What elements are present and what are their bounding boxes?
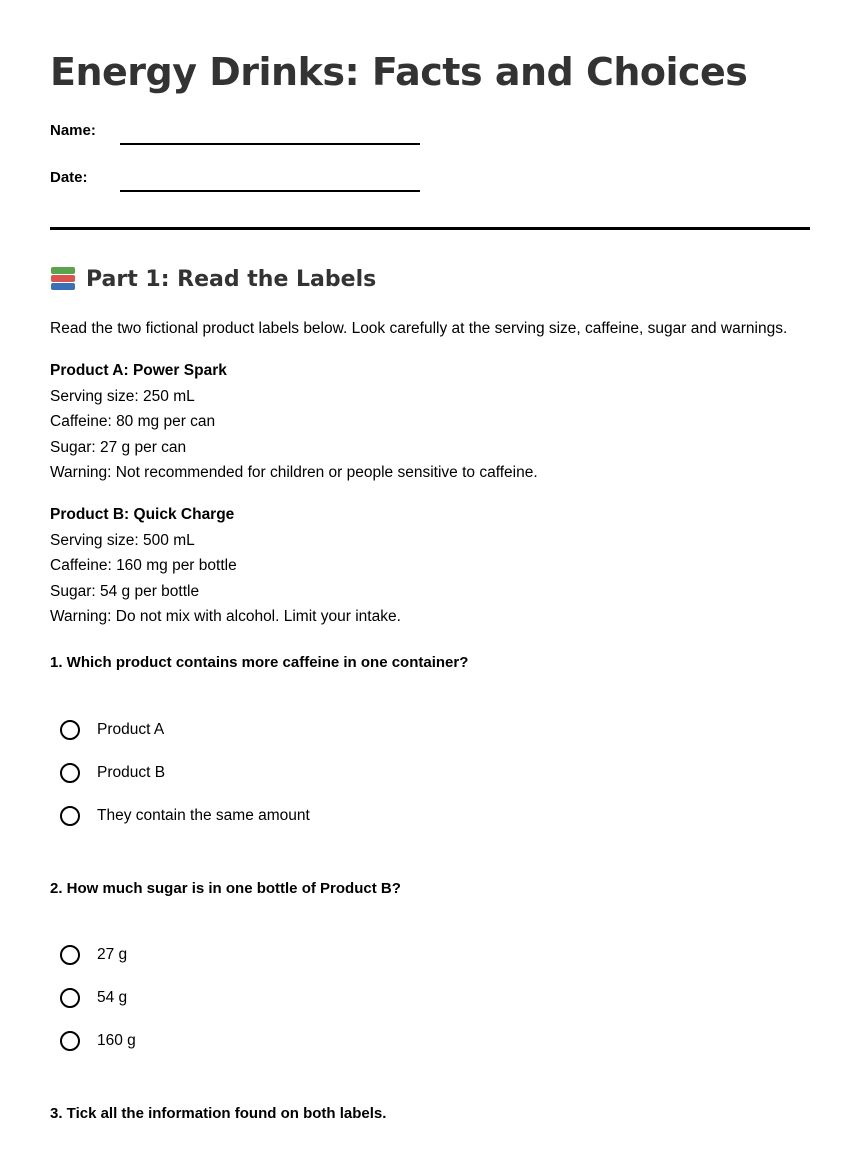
q2-option-160g[interactable]: [60, 1031, 136, 1051]
q2-option-54g[interactable]: [60, 988, 127, 1008]
product-b-label: [50, 502, 401, 630]
product-a-label: [50, 358, 538, 486]
part1-heading: [50, 266, 376, 292]
product-b-heading: Product B: Quick Charge: [50, 506, 235, 523]
q1-option-product-b[interactable]: [60, 763, 165, 783]
option-label: 160 g: [97, 1032, 136, 1049]
product-a-line: Warning: Not recommended for children or people sensitive to caffeine.: [50, 464, 538, 481]
radio-button[interactable]: [60, 720, 80, 740]
date-label: Date:: [50, 169, 88, 186]
radio-button[interactable]: [60, 806, 80, 826]
option-label: 27 g: [97, 946, 128, 963]
name-label: Name:: [50, 122, 96, 139]
question-3: 3. Tick all the information found on both labels.: [50, 1105, 387, 1122]
part1-title: Part 1: Read the Labels: [86, 266, 377, 292]
radio-button[interactable]: [60, 988, 80, 1008]
product-b-line: Serving size: 500 mL: [50, 531, 195, 549]
date-input-line[interactable]: [120, 190, 420, 192]
product-b-line: Warning: Do not mix with alcohol. Limit your intake.: [50, 608, 401, 625]
option-label: They contain the same amount: [97, 807, 310, 824]
radio-button[interactable]: [60, 1031, 80, 1051]
radio-button[interactable]: [60, 763, 80, 783]
product-b-line: Caffeine: 160 mg per bottle: [50, 557, 237, 574]
part1-intro: Read the two fictional product labels below. Look carefully at the serving size, caffeine, sugar and warnings.: [50, 320, 788, 337]
question-2: 2. How much sugar is in one bottle of Product B?: [50, 880, 401, 897]
name-input-line[interactable]: [120, 143, 420, 145]
radio-button[interactable]: [60, 945, 80, 965]
option-label: Product B: [97, 764, 166, 781]
books-icon: [50, 266, 76, 292]
q2-option-27g[interactable]: [60, 945, 127, 965]
q1-option-product-a[interactable]: [60, 720, 164, 740]
header-divider: [50, 227, 810, 230]
product-a-heading: Product A: Power Spark: [50, 362, 227, 379]
product-a-line: Sugar: 27 g per can: [50, 438, 187, 456]
page-title: Energy Drinks: Facts and Choices: [50, 50, 748, 94]
product-a-line: Caffeine: 80 mg per can: [50, 413, 216, 430]
product-b-line: Sugar: 54 g per bottle: [50, 582, 200, 600]
product-a-line: Serving size: 250 mL: [50, 387, 195, 405]
option-label: 54 g: [97, 989, 128, 1006]
question-1: 1. Which product contains more caffeine in one container?: [50, 654, 469, 671]
q1-option-same-amount[interactable]: [60, 806, 310, 826]
option-label: Product A: [97, 721, 165, 738]
